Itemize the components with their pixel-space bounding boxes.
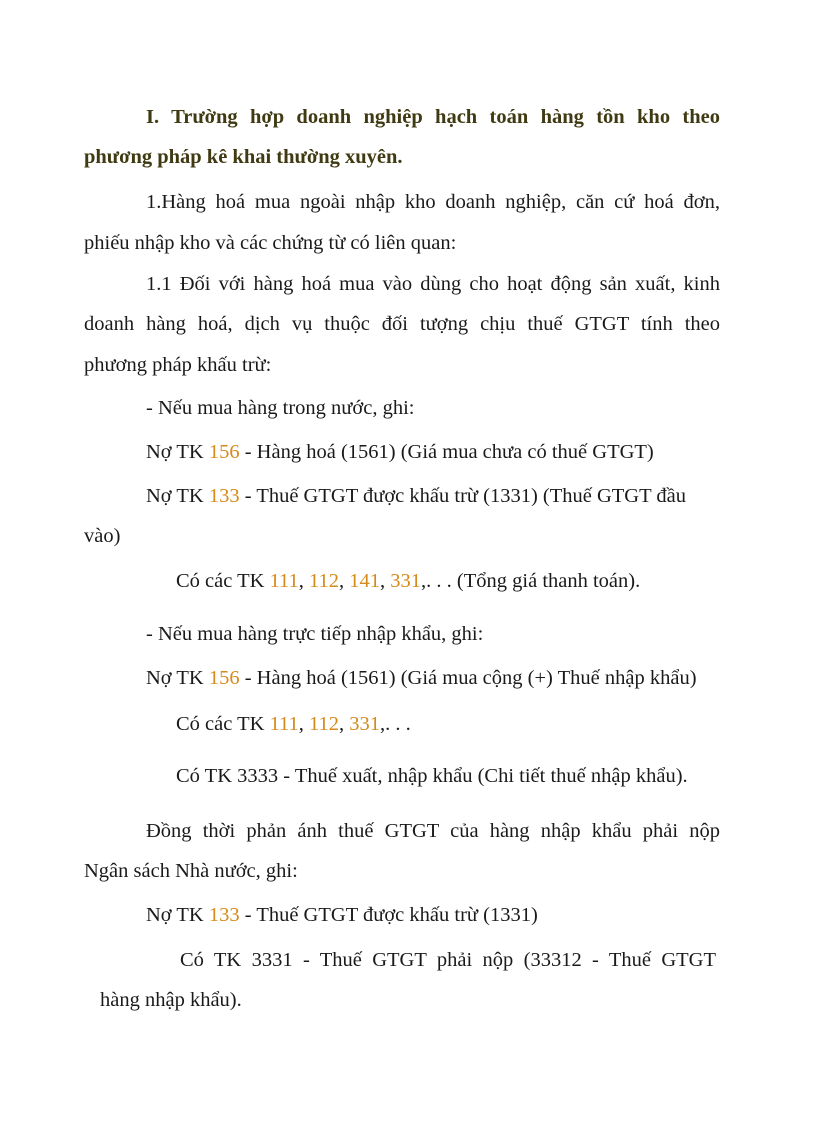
vat-credit-entry-line-1: Có TK 3331 - Thuế GTGT phải nộp (33312 - Thuế GTGT: [180, 949, 716, 971]
domestic-debit-entry-156: [146, 439, 654, 465]
import-credit-entry-2: Có TK 3333 - Thuế xuất, nhập khẩu (Chi tiết thuế nhập khẩu).: [176, 765, 688, 787]
vat-paragraph-line-2: Ngân sách Nhà nước, ghi:: [84, 860, 298, 882]
import-intro: - Nếu mua hàng trực tiếp nhập khẩu, ghi:: [146, 623, 484, 645]
account-number: 156: [208, 667, 240, 689]
domestic-debit-entry-133-continued: vào): [84, 525, 121, 547]
account-number: 156: [208, 441, 240, 463]
entry-prefix: Nợ TK: [146, 441, 209, 463]
entry-description: ,. . .: [380, 713, 411, 735]
entry-description: - Hàng hoá (1561) (Giá mua chưa có thuế GTGT): [239, 441, 654, 463]
separator: ,: [298, 570, 310, 592]
vat-credit-entry-line-2: hàng nhập khẩu).: [100, 989, 242, 1011]
account-number: 133: [208, 904, 240, 926]
paragraph-1-line-1: 1.Hàng hoá mua ngoài nhập kho doanh nghiệp, căn cứ hoá đơn,: [146, 191, 720, 213]
separator: ,: [298, 713, 310, 735]
import-credit-entry-1: [176, 711, 411, 737]
account-number: 331: [390, 570, 422, 592]
vat-debit-entry-133: [146, 902, 538, 928]
entry-prefix: Nợ TK: [146, 904, 209, 926]
section-heading-line-2: phương pháp kê khai thường xuyên.: [84, 146, 403, 168]
paragraph-1-line-2: phiếu nhập kho và các chứng từ có liên quan:: [84, 232, 457, 254]
vat-paragraph-line-1: Đồng thời phản ánh thuế GTGT của hàng nhập khẩu phải nộp: [146, 820, 720, 842]
separator: ,: [339, 570, 350, 592]
separator: ,: [339, 713, 350, 735]
entry-description: - Thuế GTGT được khấu trừ (1331) (Thuế GTGT đầu: [239, 485, 686, 507]
paragraph-2-line-1: 1.1 Đối với hàng hoá mua vào dùng cho hoạt động sản xuất, kinh: [146, 273, 720, 295]
account-number: 111: [269, 570, 299, 592]
entry-prefix: Có các TK: [176, 713, 270, 735]
account-number: 111: [269, 713, 299, 735]
account-number: 133: [208, 485, 240, 507]
domestic-intro: - Nếu mua hàng trong nước, ghi:: [146, 397, 415, 419]
account-number: 331: [349, 713, 381, 735]
entry-prefix: Có các TK: [176, 570, 270, 592]
account-number: 141: [349, 570, 381, 592]
separator: ,: [380, 570, 391, 592]
account-number: 112: [309, 570, 340, 592]
paragraph-2-line-3: phương pháp khấu trừ:: [84, 354, 272, 376]
paragraph-2-line-2: doanh hàng hoá, dịch vụ thuộc đối tượng chịu thuế GTGT tính theo: [84, 313, 720, 335]
entry-description: - Hàng hoá (1561) (Giá mua cộng (+) Thuế nhập khẩu): [239, 667, 697, 689]
entry-prefix: Nợ TK: [146, 485, 209, 507]
entry-description: - Thuế GTGT được khấu trừ (1331): [239, 904, 538, 926]
domestic-credit-entry: [176, 568, 640, 594]
account-number: 112: [309, 713, 340, 735]
import-debit-entry-156: [146, 665, 697, 691]
section-heading-line-1: I. Trường hợp doanh nghiệp hạch toán hàng tồn kho theo: [146, 106, 720, 128]
entry-description: ,. . . (Tổng giá thanh toán).: [421, 570, 641, 592]
domestic-debit-entry-133: [146, 483, 720, 509]
entry-prefix: Nợ TK: [146, 667, 209, 689]
